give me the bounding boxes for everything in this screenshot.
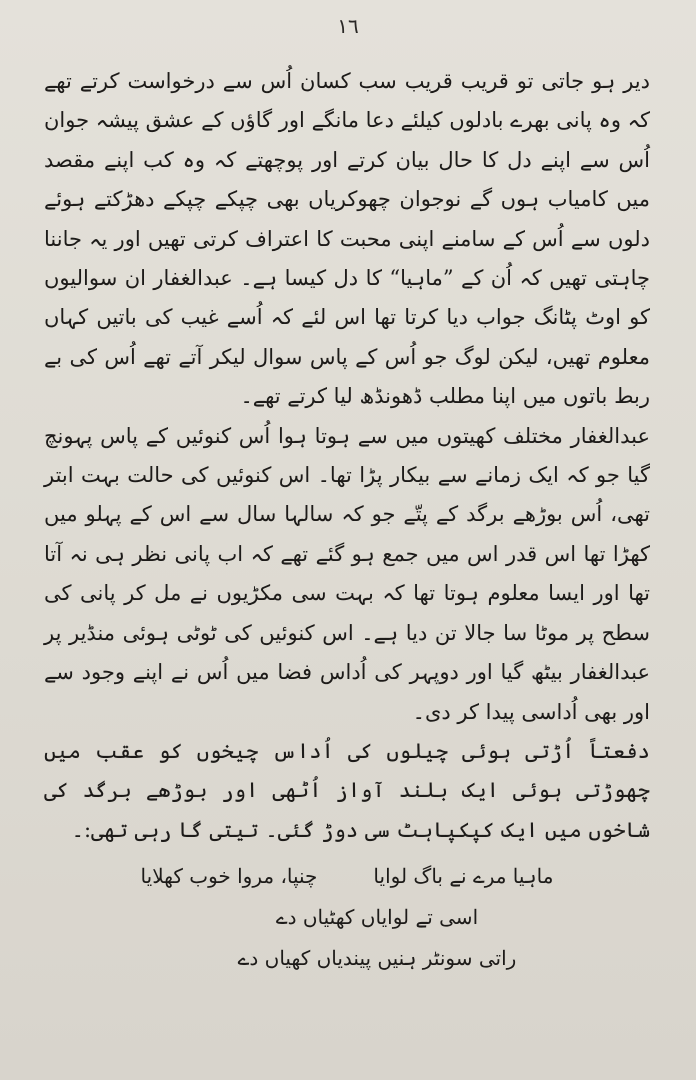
paragraph-1: دیر ہو جاتی تو قریب قریب سب کسان اُس سے درخواست کرتے تھے کہ وہ پانی بھرے بادلوں کیلئے دعا مانگے اور گاؤں کے عشق پیشہ جوان اُس سے اپنے دل کا حال بیان کرتے اور پوچھتے کہ وہ کب اپنے مقصد میں کامیاب ہوں گے نوجوان چھوکریاں بھی چپکے چپکے دھڑکتے ہوئے دلوں سے اُس کے سامنے اپنی محبت کا اعتراف کرتی تھیں اور یہ جاننا چاہتی تھیں کہ اُن کے ”ماہیا“ کا دل کیسا ہے۔ عبدالغفار ان سوالیوں کو اوٹ پٹانگ جواب دیا کرتا تھا اس لئے کہ اُسے غیب کی باتیں کہاں معلوم تھیں، لیکن لوگ جو اُس کے پاس سوال لیکر آتے تھے اُس کی بے ربط باتوں میں اپنا مطلب ڈھونڈھ لیا کرتے تھے۔ [44,69,650,409]
verse-line-2-text: اسی تے لوایاں کھٹیاں دے [275,905,479,930]
verse-line-3 [44,938,650,979]
verse-line-2 [44,897,650,938]
page-number: ١٦ [337,14,359,38]
verse-block [44,856,650,979]
verse-line-1 [44,856,650,897]
verse-line-3-text: راتی سونٹر ہنیں پیندیاں کھیاں دے [237,946,517,971]
paragraph-3: دفعتاً اُڑتی ہوئی چیلوں کی اُداس چیخوں کو عقب میں چھوڑتی ہوئی ایک بلند آواز اُٹھی اور بوڑھے برگد کی شاخوں میں ایک کپکپاہٹ سی دوڑ گئی۔ تیتی گا رہی تھی:۔ [44,738,650,842]
page-body [44,62,650,979]
verse-line-1-right: ماہیا مرے نے باگ لوایا [373,864,554,889]
paragraph-2: عبدالغفار مختلف کھیتوں میں سے ہوتا ہوا اُس کنوئیں کے پاس پہونچ گیا جو کہ ایک زمانے سے بیکار پڑا تھا۔ اس کنوئیں کی حالت بہت ابتر تھی، اُس بوڑھے برگد کے پتّے جو کہ سالہا سال سے اس کے پہلو میں کھڑا تھا اس قدر اس میں جمع ہو گئے تھے کہ اب پانی نظر ہی نہ آتا تھا اور ایسا معلوم ہوتا تھا کہ بہت سی مکڑیوں نے مل کر پانی کی سطح پر موٹا سا جالا تن دیا ہے۔ اس کنوئیں کی ٹوٹی ہوئی منڈیر پر عبدالغفار بیٹھ گیا اور دوپہر کی اُداس فضا میں اُس نے اپنے وجود سے اور بھی اُداسی پیدا کر دی۔ [44,423,650,724]
verse-line-1-left: چنپا، مروا خوب کھلایا [140,864,318,889]
